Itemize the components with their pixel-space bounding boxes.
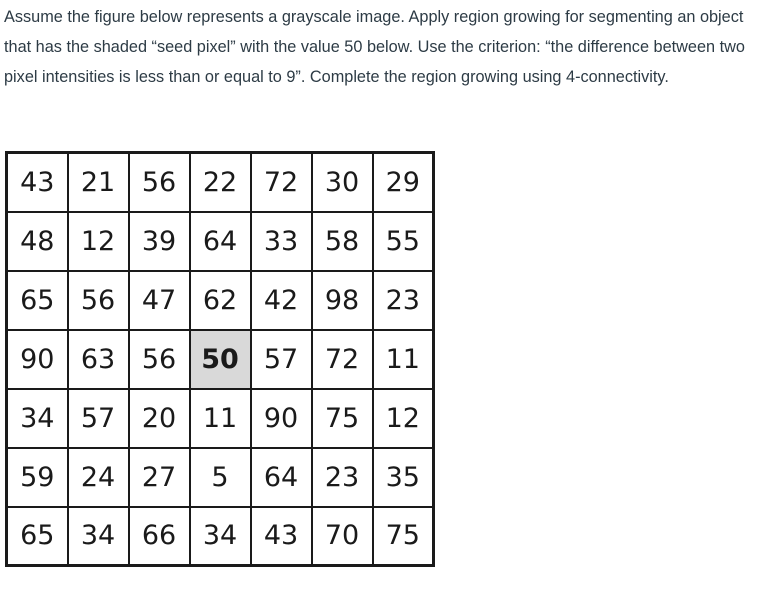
pixel-cell: 27 bbox=[129, 448, 190, 507]
pixel-cell: 24 bbox=[68, 448, 129, 507]
pixel-cell: 64 bbox=[190, 212, 251, 271]
pixel-cell: 62 bbox=[190, 271, 251, 330]
pixel-cell: 42 bbox=[251, 271, 312, 330]
pixel-cell: 23 bbox=[373, 271, 434, 330]
pixel-cell: 35 bbox=[373, 448, 434, 507]
pixel-cell: 57 bbox=[68, 389, 129, 448]
pixel-cell: 22 bbox=[190, 153, 251, 212]
pixel-cell: 90 bbox=[7, 330, 68, 389]
pixel-cell: 43 bbox=[251, 507, 312, 566]
pixel-cell: 58 bbox=[312, 212, 373, 271]
pixel-cell: 90 bbox=[251, 389, 312, 448]
pixel-cell: 12 bbox=[373, 389, 434, 448]
grid-row bbox=[7, 389, 434, 448]
pixel-grid bbox=[5, 151, 435, 567]
pixel-cell: 33 bbox=[251, 212, 312, 271]
pixel-cell: 34 bbox=[7, 389, 68, 448]
pixel-cell: 72 bbox=[251, 153, 312, 212]
pixel-cell: 70 bbox=[312, 507, 373, 566]
seed-pixel-cell: 50 bbox=[190, 330, 251, 389]
pixel-cell: 23 bbox=[312, 448, 373, 507]
pixel-cell: 98 bbox=[312, 271, 373, 330]
pixel-cell: 65 bbox=[7, 507, 68, 566]
pixel-cell: 29 bbox=[373, 153, 434, 212]
grid-row bbox=[7, 271, 434, 330]
pixel-cell: 65 bbox=[7, 271, 68, 330]
pixel-cell: 39 bbox=[129, 212, 190, 271]
pixel-cell: 56 bbox=[129, 153, 190, 212]
pixel-cell: 59 bbox=[7, 448, 68, 507]
pixel-cell: 5 bbox=[190, 448, 251, 507]
pixel-cell: 55 bbox=[373, 212, 434, 271]
grid-row bbox=[7, 448, 434, 507]
pixel-cell: 66 bbox=[129, 507, 190, 566]
pixel-cell: 75 bbox=[373, 507, 434, 566]
pixel-cell: 34 bbox=[68, 507, 129, 566]
pixel-cell: 30 bbox=[312, 153, 373, 212]
pixel-cell: 47 bbox=[129, 271, 190, 330]
pixel-cell: 11 bbox=[190, 389, 251, 448]
pixel-cell: 11 bbox=[373, 330, 434, 389]
grid-row bbox=[7, 153, 434, 212]
pixel-cell: 63 bbox=[68, 330, 129, 389]
pixel-cell: 57 bbox=[251, 330, 312, 389]
pixel-cell: 21 bbox=[68, 153, 129, 212]
pixel-cell: 75 bbox=[312, 389, 373, 448]
pixel-cell: 48 bbox=[7, 212, 68, 271]
grid-row bbox=[7, 507, 434, 566]
pixel-cell: 43 bbox=[7, 153, 68, 212]
grid-row bbox=[7, 212, 434, 271]
pixel-cell: 56 bbox=[68, 271, 129, 330]
pixel-cell: 20 bbox=[129, 389, 190, 448]
pixel-cell: 64 bbox=[251, 448, 312, 507]
pixel-cell: 56 bbox=[129, 330, 190, 389]
pixel-cell: 72 bbox=[312, 330, 373, 389]
question-text: Assume the figure below represents a grayscale image. Apply region growing for segmenting an object that has the shaded “seed pixel” with the value 50 below. Use the criterion: “the difference between two pixel intensities is less than or equal to 9”. Complete the region growing using 4-connectivity. bbox=[4, 8, 745, 86]
pixel-cell: 12 bbox=[68, 212, 129, 271]
pixel-cell: 34 bbox=[190, 507, 251, 566]
grid-row bbox=[7, 330, 434, 389]
